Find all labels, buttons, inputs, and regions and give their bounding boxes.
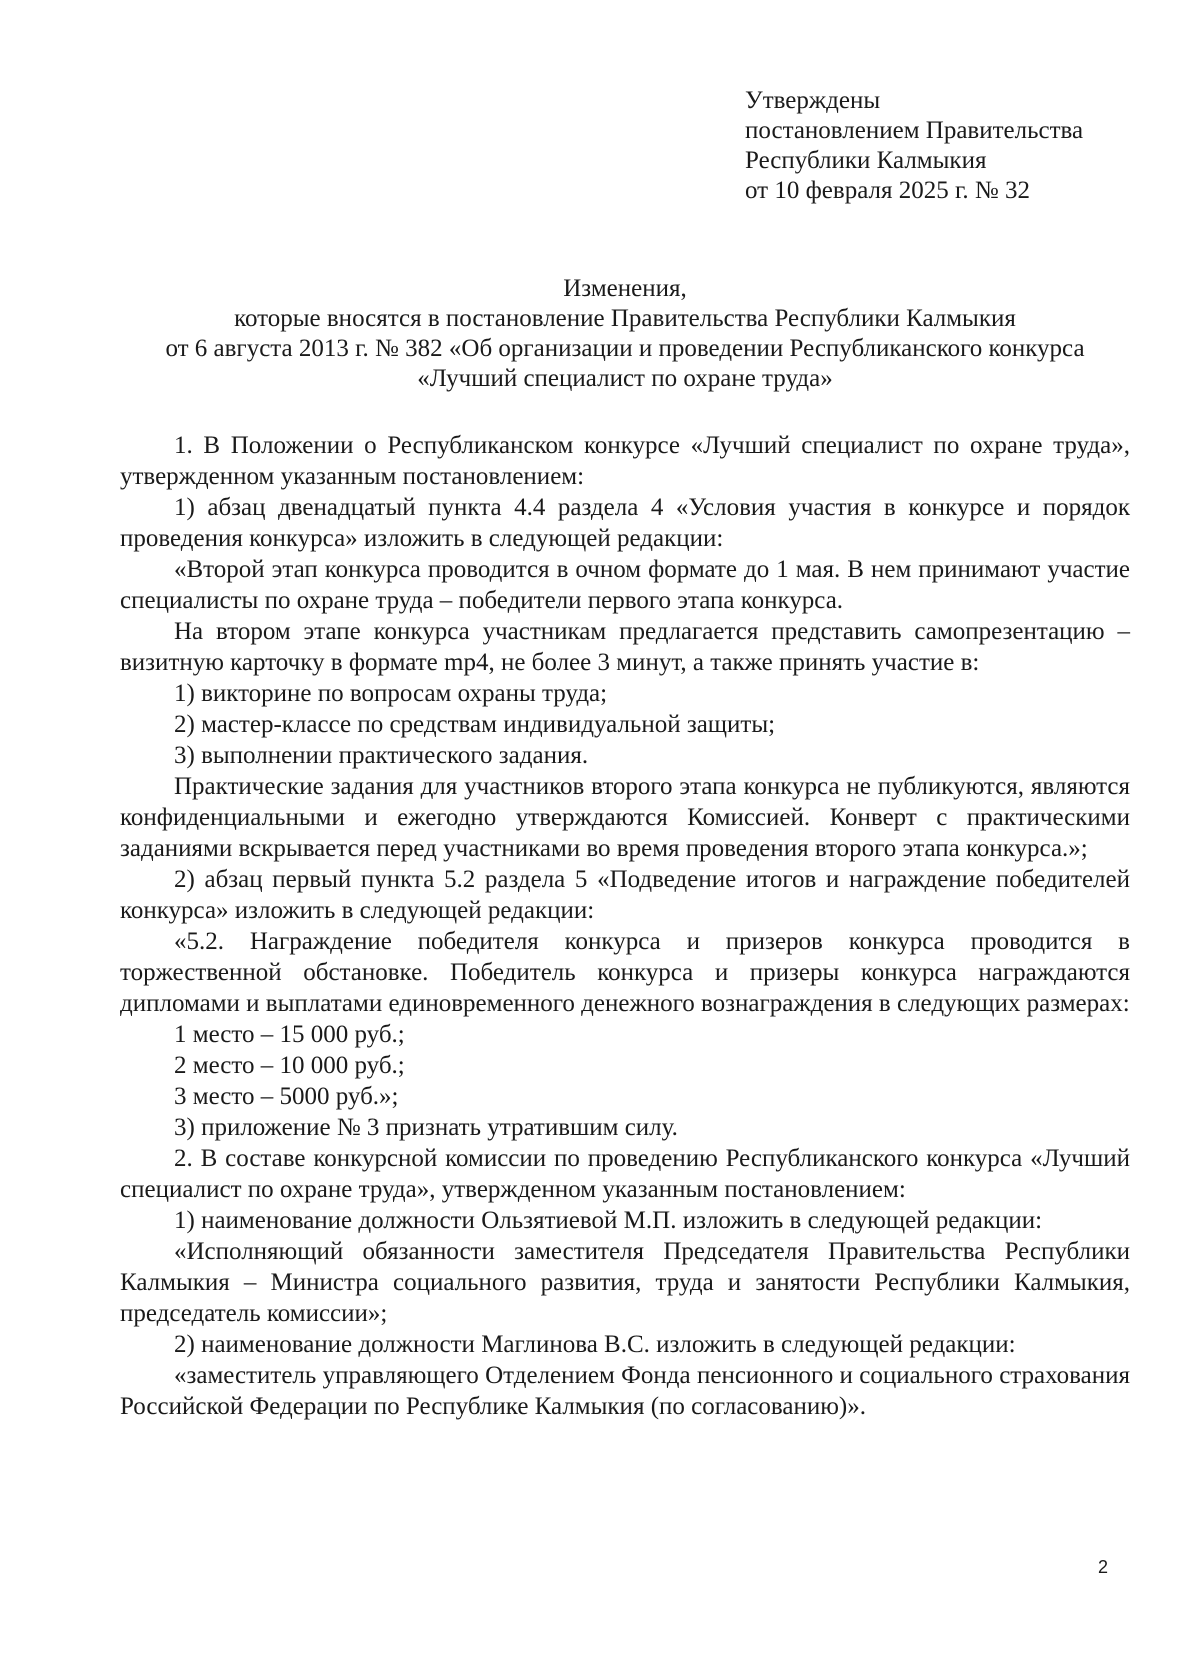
title-line: которые вносятся в постановление Правительства Республики Калмыкия: [234, 305, 1016, 332]
paragraph: 1) викторине по вопросам охраны труда;: [174, 680, 608, 707]
paragraph: На втором этапе конкурса участникам предлагается представить самопрезентацию – визитную карточку в формате mp4, не более 3 минут, а также принять участие в:: [120, 618, 1130, 676]
approval-line: постановлением Правительства: [745, 117, 1084, 144]
paragraph: 2 место – 10 000 руб.;: [174, 1052, 405, 1079]
paragraph: 2) мастер-классе по средствам индивидуальной защиты;: [174, 711, 776, 738]
page-number: 2: [1098, 1557, 1109, 1577]
approval-block: [745, 86, 1083, 206]
paragraph: 1) наименование должности Ользятиевой М.П. изложить в следующей редакции:: [174, 1207, 1043, 1234]
approval-line: от 10 февраля 2025 г. № 32: [745, 177, 1031, 204]
paragraph: 2) наименование должности Маглинова В.С. изложить в следующей редакции:: [174, 1331, 1016, 1358]
title-line: Изменения,: [563, 275, 687, 302]
paragraph: «Второй этап конкурса проводится в очном формате до 1 мая. В нем принимают участие специалисты по охране труда – победители первого этапа конкурса.: [120, 556, 1130, 614]
paragraph: 1) абзац двенадцатый пункта 4.4 раздела 4 «Условия участия в конкурсе и порядок проведения конкурса» изложить в следующей редакции:: [120, 494, 1130, 552]
approval-line: Республики Калмыкия: [745, 147, 987, 174]
paragraph: 3) выполнении практического задания.: [174, 742, 589, 769]
title-line: «Лучший специалист по охране труда»: [417, 365, 833, 392]
document-title: [120, 274, 1130, 394]
paragraph: 2. В составе конкурсной комиссии по проведению Республиканского конкурса «Лучший специалист по охране труда», утвержденном указанным постановлением:: [120, 1145, 1130, 1203]
approval-line: Утверждены: [745, 87, 881, 114]
paragraph: 2) абзац первый пункта 5.2 раздела 5 «Подведение итогов и награждение победителей конкурса» изложить в следующей редакции:: [120, 866, 1130, 924]
document-body: [120, 430, 1130, 1422]
paragraph: «заместитель управляющего Отделением Фонда пенсионного и социального страхования Российской Федерации по Республике Калмыкия (по согласованию)».: [120, 1362, 1130, 1420]
paragraph: «5.2. Награждение победителя конкурса и призеров конкурса проводится в торжественной обстановке. Победитель конкурса и призеры конкурса награждаются дипломами и выплатами единовременного денежного вознаграждения в следующих размерах:: [120, 928, 1130, 1017]
paragraph: Практические задания для участников второго этапа конкурса не публикуются, являются конфиденциальными и ежегодно утверждаются Комиссией. Конверт с практическими заданиями вскрывается перед участниками во время проведения второго этапа конкурса.»;: [120, 773, 1130, 862]
paragraph: 1 место – 15 000 руб.;: [174, 1021, 405, 1048]
paragraph: 1. В Положении о Республиканском конкурсе «Лучший специалист по охране труда», утвержденном указанным постановлением:: [120, 432, 1130, 490]
title-line: от 6 августа 2013 г. № 382 «Об организации и проведении Республиканского конкурса: [165, 335, 1085, 362]
paragraph: «Исполняющий обязанности заместителя Председателя Правительства Республики Калмыкия – Министра социального развития, труда и занятости Республики Калмыкия, председатель комиссии»;: [120, 1238, 1130, 1327]
paragraph: 3) приложение № 3 признать утратившим силу.: [174, 1114, 678, 1141]
paragraph: 3 место – 5000 руб.»;: [174, 1083, 399, 1110]
